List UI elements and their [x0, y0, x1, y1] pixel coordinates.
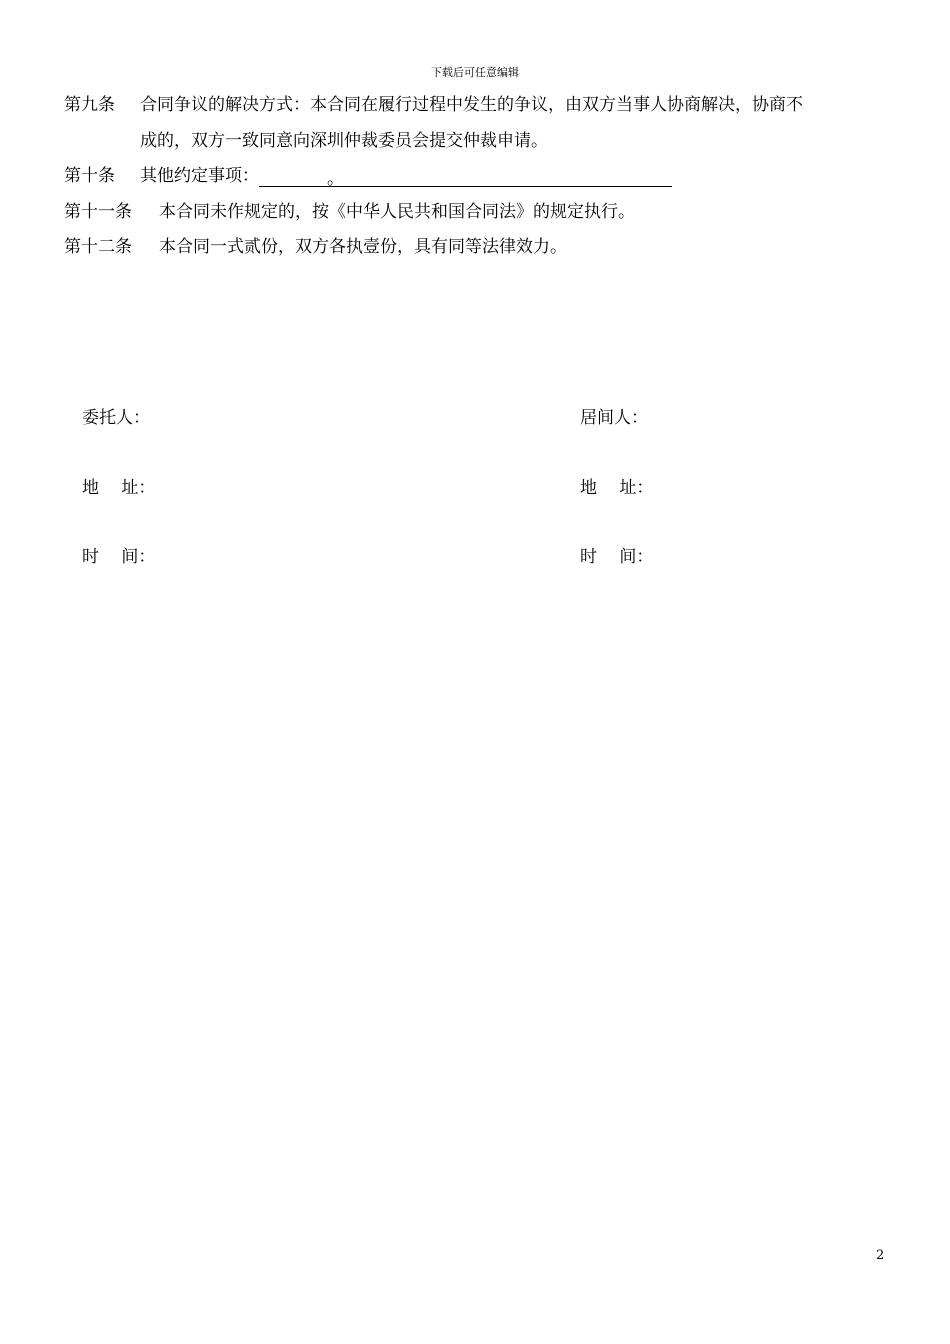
- fill-in-blank-line: [259, 168, 327, 187]
- clause-9-number: 第九条: [64, 95, 115, 115]
- clause-12-text: 本合同一式贰份，双方各执壹份，具有同等法律效力。: [159, 237, 567, 257]
- clause-9-continuation: 成的，双方一致同意向深圳仲裁委员会提交仲裁申请。: [140, 131, 548, 151]
- principal-label: 委托人：: [82, 408, 150, 428]
- clause-11: [64, 201, 635, 223]
- clause-9-text: 合同争议的解决方式：本合同在履行过程中发生的争议，由双方当事人协商解决，协商不: [140, 95, 803, 115]
- clause-10-text: 其他约定事项：: [140, 166, 259, 186]
- clause-10-number: 第十条: [64, 166, 115, 186]
- clause-10-period: 。: [327, 169, 344, 189]
- clause-9: [64, 94, 889, 116]
- principal-address-label: 地 址：: [82, 478, 156, 498]
- clause-11-number: 第十一条: [64, 202, 132, 222]
- clause-11-text: 本合同未作规定的，按《中华人民共和国合同法》的规定执行。: [159, 202, 635, 222]
- intermediary-label: 居间人：: [580, 408, 648, 428]
- clause-12-number: 第十二条: [64, 237, 132, 257]
- header-note: 下载后可任意编辑: [431, 66, 519, 79]
- principal-time-label: 时 间：: [82, 547, 156, 567]
- fill-in-blank-line-period: [327, 168, 672, 187]
- clause-10: [64, 165, 672, 187]
- page-number: 2: [876, 1248, 885, 1263]
- intermediary-time-label: 时 间：: [580, 547, 654, 567]
- clause-12: [64, 236, 567, 258]
- intermediary-address-label: 地 址：: [580, 478, 654, 498]
